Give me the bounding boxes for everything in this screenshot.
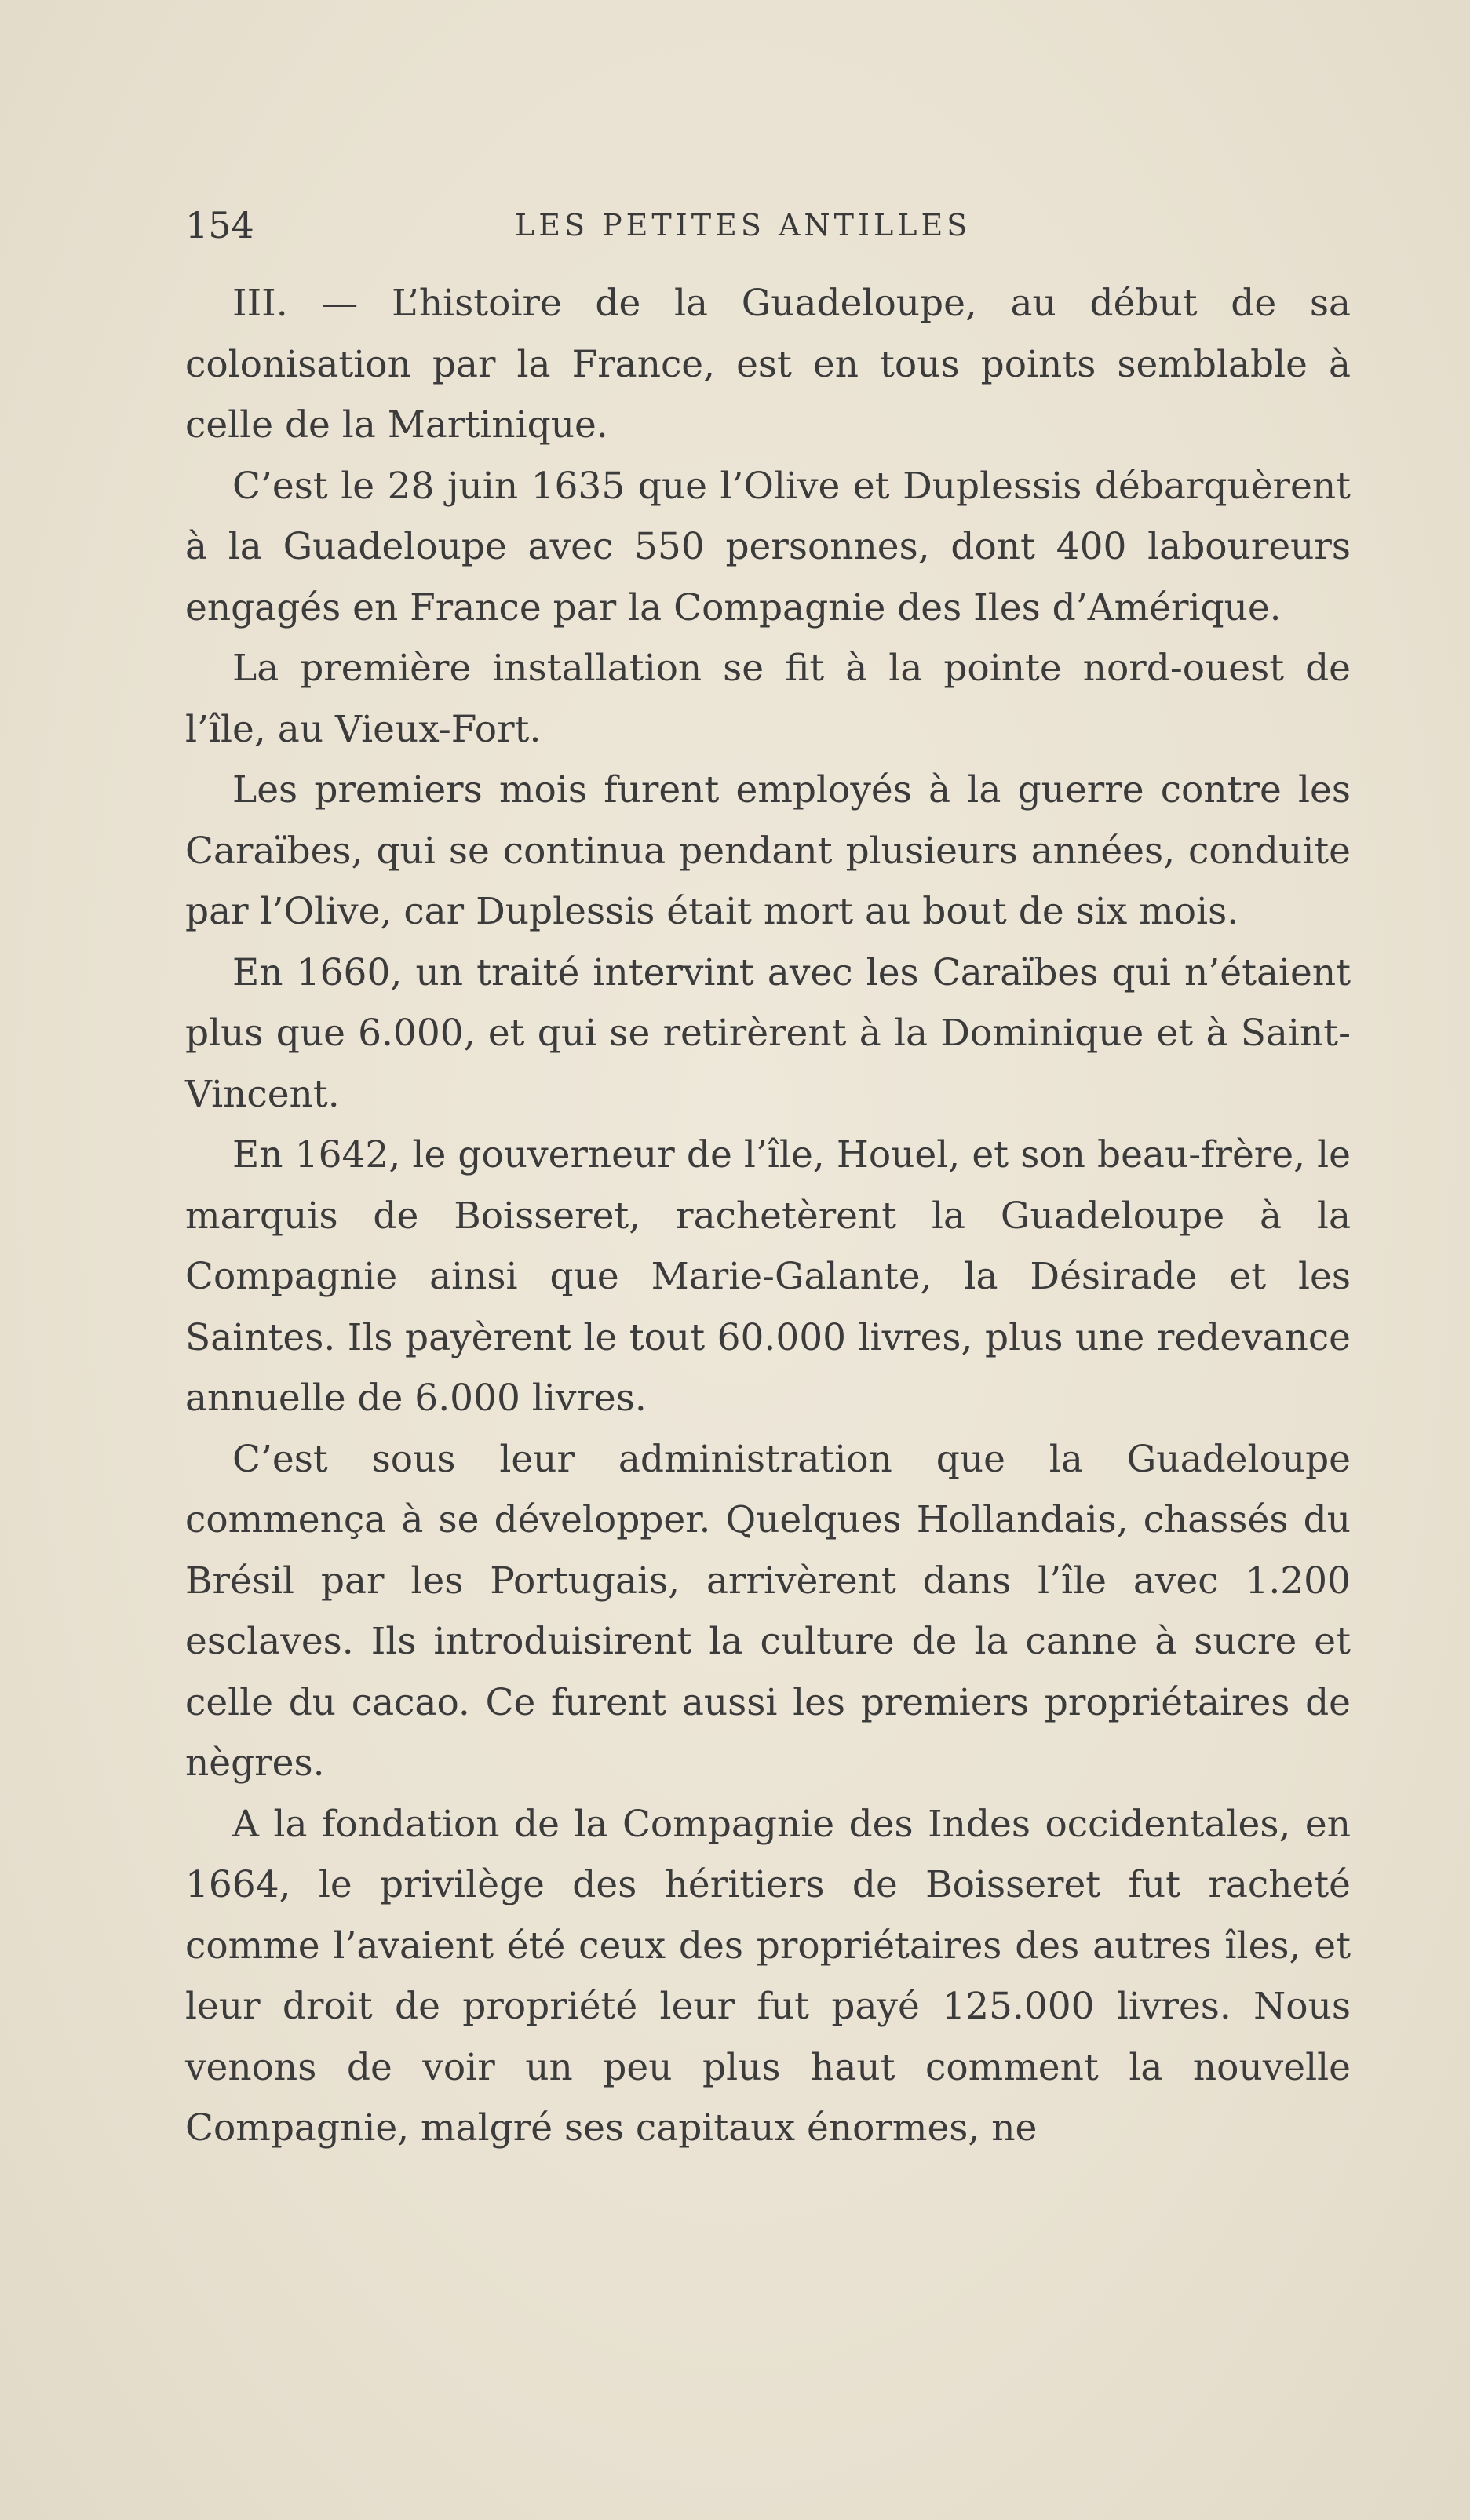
page-header <box>185 198 1351 253</box>
paragraph: En 1660, un traité intervint avec les Caraïbes qui n’étaient plus que 6.000, et qui se retirèrent à la Dominique et à Saint-Vincent. <box>185 950 1351 1116</box>
paragraph: C’est sous leur administration que la Guadeloupe commença à se développer. Quelques Hollandais, chassés du Brésil par les Portugais, arrivèrent dans l’île avec 1.200 esclaves. Ils introduisirent la culture de la canne à sucre et celle du cacao. Ce furent aussi les premiers propriétaires de nègres. <box>185 1437 1351 1785</box>
body-text <box>185 273 1351 2159</box>
running-title: LES PETITES ANTILLES <box>515 208 972 243</box>
paragraph: La première installation se fit à la pointe nord-ouest de l’île, au Vieux-Fort. <box>185 647 1351 751</box>
paragraph: C’est le 28 juin 1635 que l’Olive et Duplessis débarquèrent à la Guadeloupe avec 550 personnes, dont 400 laboureurs engagés en France par la Compagnie des Iles d’Amérique. <box>185 464 1351 629</box>
page-number: 154 <box>185 204 254 246</box>
paragraph: III. — L’histoire de la Guadeloupe, au début de sa colonisation par la France, est en tous points semblable à celle de la Martinique. <box>185 282 1351 447</box>
paragraph: A la fondation de la Compagnie des Indes occidentales, en 1664, le privilège des héritiers de Boisseret fut racheté comme l’avaient été ceux des propriétaires des autres îles, et leur droit de propriété leur fut payé 125.000 livres. Nous venons de voir un peu plus haut comment la nouvelle Compagnie, malgré ses capitaux énormes, ne <box>185 1802 1351 2150</box>
paragraph: Les premiers mois furent employés à la guerre contre les Caraïbes, qui se continua pendant plusieurs années, conduite par l’Olive, car Duplessis était mort au bout de six mois. <box>185 768 1351 933</box>
paragraph: En 1642, le gouverneur de l’île, Houel, et son beau-frère, le marquis de Boisseret, rachetèrent la Guadeloupe à la Compagnie ainsi que Marie-Galante, la Désirade et les Saintes. Ils payèrent le tout 60.000 livres, plus une redevance annuelle de 6.000 livres. <box>185 1133 1351 1420</box>
